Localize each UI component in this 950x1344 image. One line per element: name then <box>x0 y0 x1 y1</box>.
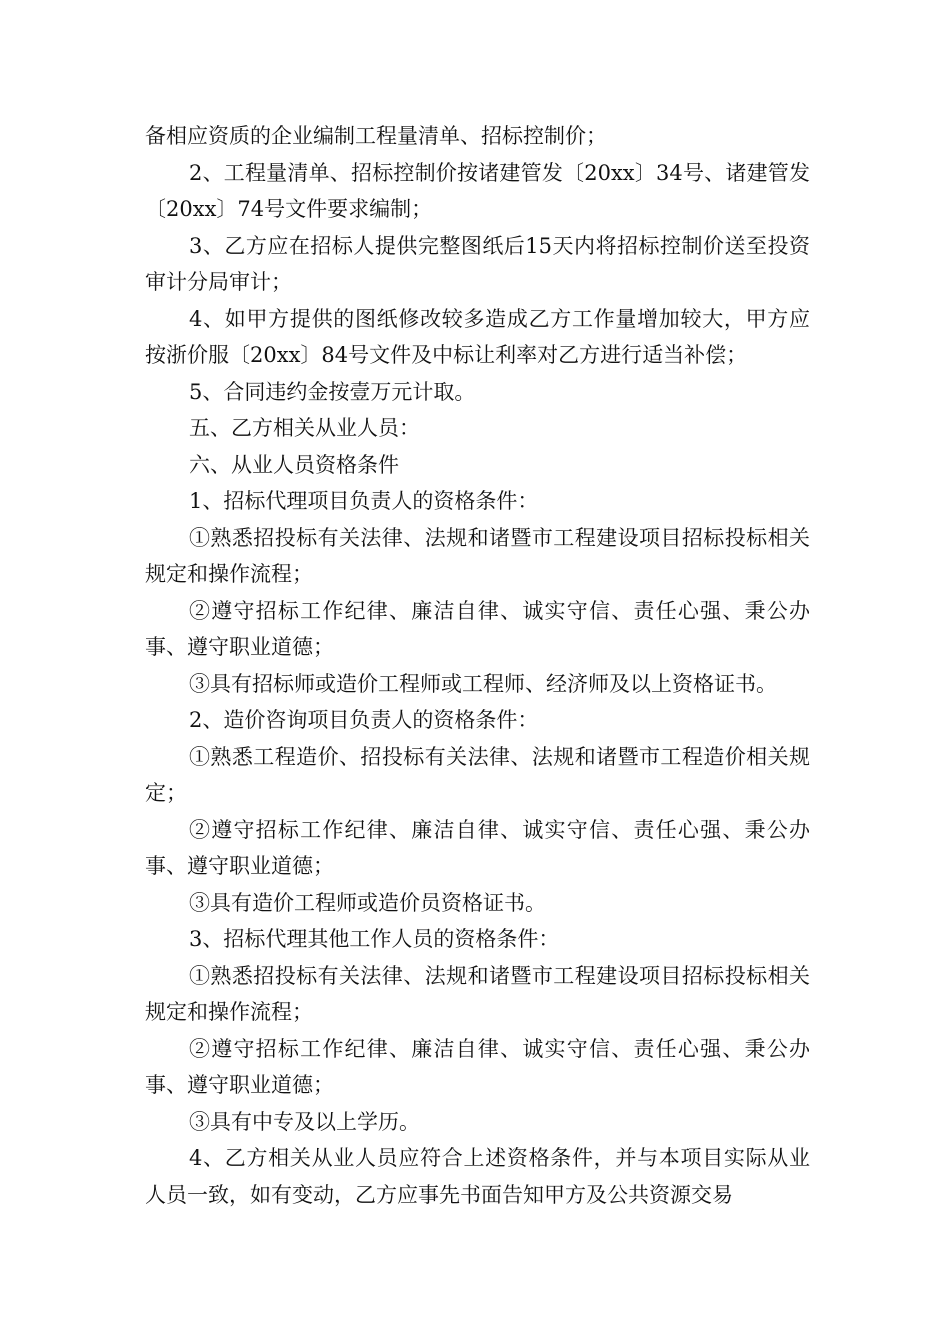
subsection-heading: 1、招标代理项目负责人的资格条件： <box>189 489 539 513</box>
list-item: ①熟悉工程造价、招投标有关法律、法规和诸暨市工程造价相关规定； <box>145 744 810 805</box>
list-item: ③具有招标师或造价工程师或工程师、经济师及以上资格证书。 <box>189 671 777 696</box>
document-body <box>145 118 810 1213</box>
subsection-heading: 3、招标代理其他工作人员的资格条件： <box>189 927 560 951</box>
section-heading: 五、乙方相关从业人员： <box>189 416 420 440</box>
list-item: ②遵守招标工作纪律、廉洁自律、诚实守信、责任心强、秉公办事、遵守职业道德； <box>145 817 810 878</box>
list-item: ②遵守招标工作纪律、廉洁自律、诚实守信、责任心强、秉公办事、遵守职业道德； <box>145 1036 810 1097</box>
list-item: ①熟悉招投标有关法律、法规和诸暨市工程建设项目招标投标相关规定和操作流程； <box>145 963 810 1024</box>
section-heading: 六、从业人员资格条件 <box>189 452 399 477</box>
list-item: ②遵守招标工作纪律、廉洁自律、诚实守信、责任心强、秉公办事、遵守职业道德； <box>145 598 810 659</box>
subsection-heading: 2、造价咨询项目负责人的资格条件： <box>189 708 539 732</box>
list-item: ③具有中专及以上学历。 <box>189 1109 420 1134</box>
paragraph: 4、乙方相关从业人员应符合上述资格条件，并与本项目实际从业人员一致，如有变动，乙方应事先书面告知甲方及公共资源交易 <box>145 1146 810 1207</box>
paragraph: 备相应资质的企业编制工程量清单、招标控制价； <box>145 124 607 148</box>
list-item: ③具有造价工程师或造价员资格证书。 <box>189 890 546 915</box>
paragraph: 3、乙方应在招标人提供完整图纸后15天内将招标控制价送至投资审计分局审计； <box>145 233 810 294</box>
list-item: ①熟悉招投标有关法律、法规和诸暨市工程建设项目招标投标相关规定和操作流程； <box>145 525 810 586</box>
paragraph: 2、工程量清单、招标控制价按诸建管发〔20xx〕34号、诸建管发〔20xx〕74号文件要求编制； <box>145 160 810 221</box>
paragraph: 4、如甲方提供的图纸修改较多造成乙方工作量增加较大，甲方应按浙价服〔20xx〕84号文件及中标让利率对乙方进行适当补偿； <box>145 306 810 367</box>
paragraph: 5、合同违约金按壹万元计取。 <box>189 379 476 404</box>
